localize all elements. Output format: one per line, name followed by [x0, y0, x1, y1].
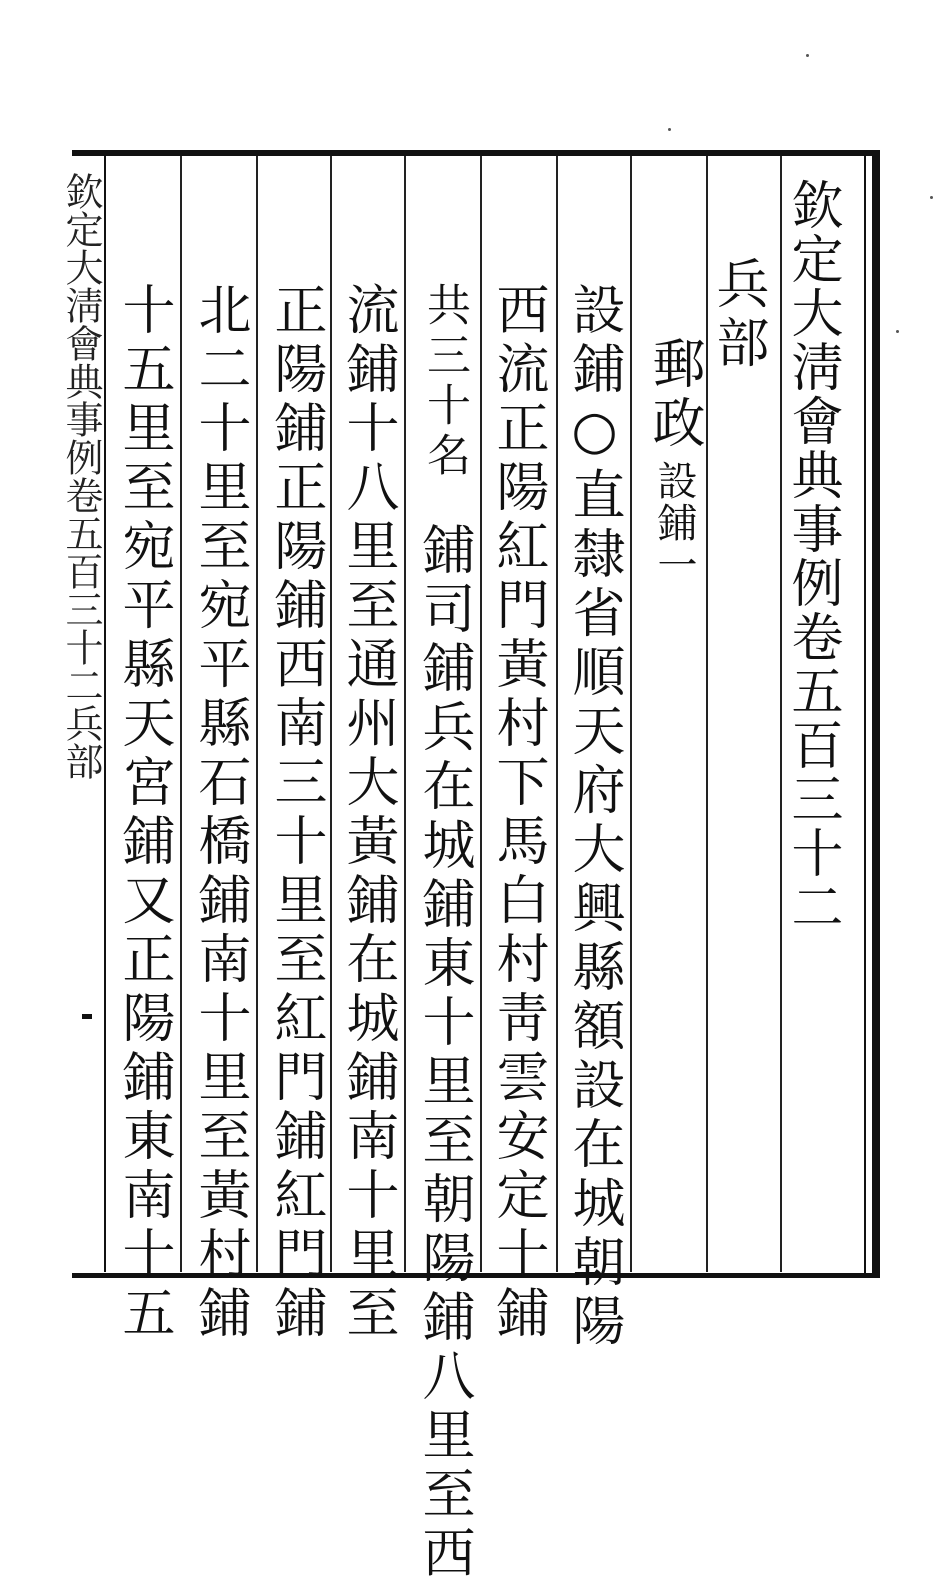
paper-speck [806, 54, 809, 57]
text-column-3-body: 鋪司鋪兵在城鋪東十里至朝陽鋪八里至西 [414, 522, 475, 1584]
margin-volume: 卷五百三十二 [59, 476, 103, 704]
margin-book-title: 欽定大淸會典事例 [59, 172, 103, 476]
text-column-3 [418, 282, 471, 482]
column-rule [404, 156, 406, 1272]
section-title: 郵政 [644, 336, 705, 454]
volume-title: 欽定大淸會典事例卷五百三十二 [782, 178, 842, 934]
text-column-4: 流鋪十八里至通州大黃鋪在城鋪南十里至 [338, 282, 399, 1344]
column-rule [256, 156, 258, 1272]
column-rule [630, 156, 632, 1272]
text-column-7: 十五里至宛平縣天宮鋪又正陽鋪東南十五 [114, 282, 175, 1344]
paper-speck [930, 196, 933, 199]
text-column-6: 北二十里至宛平縣石橋鋪南十里至黃村鋪 [190, 282, 251, 1344]
section-note: 設鋪一 [651, 460, 697, 586]
column-rule [180, 156, 182, 1272]
department-heading: 兵部 [708, 256, 769, 374]
margin-department: 兵部 [59, 704, 103, 780]
paper-speck [896, 330, 899, 333]
section-heading [644, 336, 705, 586]
margin-rule [104, 156, 106, 1272]
column-rule [480, 156, 482, 1272]
margin-mark [82, 1014, 92, 1019]
column-3-note: 共三十名 [419, 282, 470, 482]
text-column-2: 西流正陽紅門黃村下馬白村靑雲安定十鋪 [488, 282, 549, 1344]
margin-label [59, 172, 103, 780]
text-column-1: 設鋪○直隸省順天府大興縣額設在城朝陽 [564, 282, 625, 1352]
column-rule [330, 156, 332, 1272]
column-rule [556, 156, 558, 1272]
text-column-5: 正陽鋪正陽鋪西南三十里至紅門鋪紅門鋪 [266, 282, 327, 1344]
frame-inner-rule [864, 152, 866, 1274]
paper-speck [668, 128, 671, 131]
